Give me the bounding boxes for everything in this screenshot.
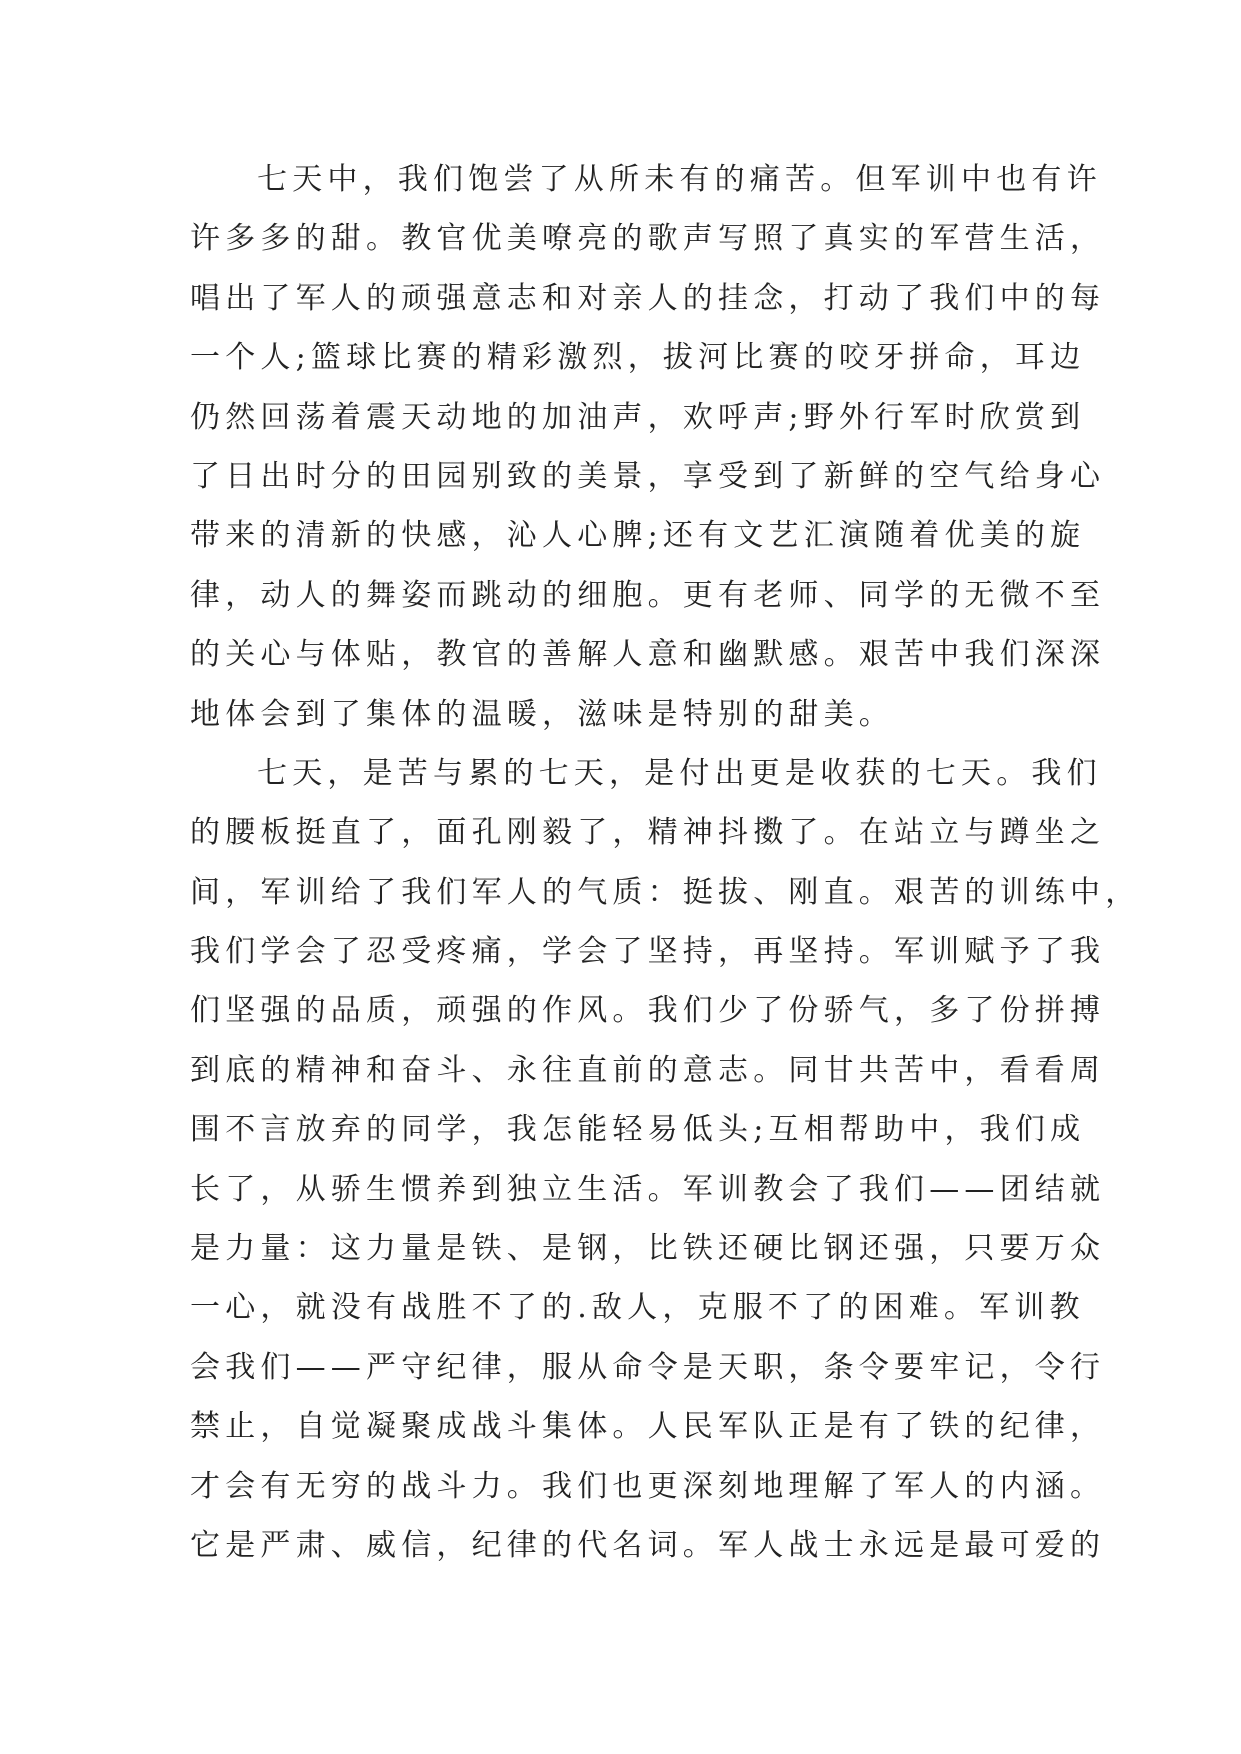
text-line: 的腰板挺直了，面孔刚毅了，精神抖擞了。在站立与蹲坐之 [190,815,1106,851]
text-line: 到底的精神和奋斗、永往直前的意志。同甘共苦中，看看周 [190,1052,1106,1088]
text-line: 一心，就没有战胜不了的.敌人，克服不了的困难。军训教 [190,1290,1085,1326]
text-line: 律，动人的舞姿而跳动的细胞。更有老师、同学的无微不至 [190,577,1106,613]
paragraph [190,150,1106,744]
text-line: 间，军训给了我们军人的气质：挺拔、刚直。艰苦的训练中， [190,874,1141,910]
text-line: 仍然回荡着震天动地的加油声，欢呼声;野外行军时欣赏到 [190,399,1086,435]
text-line: 它是严肃、威信，纪律的代名词。军人战士永远是最可爱的 [190,1527,1106,1563]
text-line: 会我们——严守纪律，服从命令是天职，条令要牢记，令行 [190,1349,1106,1385]
paragraph [190,744,1141,1575]
text-line: 了日出时分的田园别致的美景，享受到了新鲜的空气给身心 [190,458,1106,494]
body-text [190,150,1141,1575]
text-line: 禁止，自觉凝聚成战斗集体。人民军队正是有了铁的纪律， [190,1409,1106,1445]
text-line: 一个人;篮球比赛的精彩激烈，拔河比赛的咬牙拼命，耳边 [190,340,1086,376]
text-line: 七天，是苦与累的七天，是付出更是收获的七天。我们 [257,755,1102,791]
text-line: 唱出了军人的顽强意志和对亲人的挂念，打动了我们中的每 [190,280,1106,316]
text-line: 长了，从骄生惯养到独立生活。军训教会了我们——团结就 [190,1171,1106,1207]
text-line: 才会有无穷的战斗力。我们也更深刻地理解了军人的内涵。 [190,1468,1106,1504]
text-line: 们坚强的品质，顽强的作风。我们少了份骄气，多了份拼搏 [190,993,1106,1029]
text-line: 我们学会了忍受疼痛，学会了坚持，再坚持。军训赋予了我 [190,934,1106,970]
text-line: 许多多的甜。教官优美嘹亮的歌声写照了真实的军营生活， [190,221,1106,257]
text-line: 围不言放弃的同学，我怎能轻易低头;互相帮助中，我们成 [190,1112,1086,1148]
text-line: 的关心与体贴，教官的善解人意和幽默感。艰苦中我们深深 [190,637,1106,673]
text-line: 带来的清新的快感，沁人心脾;还有文艺汇演随着优美的旋 [190,518,1086,554]
text-line: 是力量：这力量是铁、是钢，比铁还硬比钢还强，只要万众 [190,1231,1106,1267]
text-line: 地体会到了集体的温暖，滋味是特别的甜美。 [190,696,894,732]
text-line: 七天中，我们饱尝了从所未有的痛苦。但军训中也有许 [257,162,1102,197]
